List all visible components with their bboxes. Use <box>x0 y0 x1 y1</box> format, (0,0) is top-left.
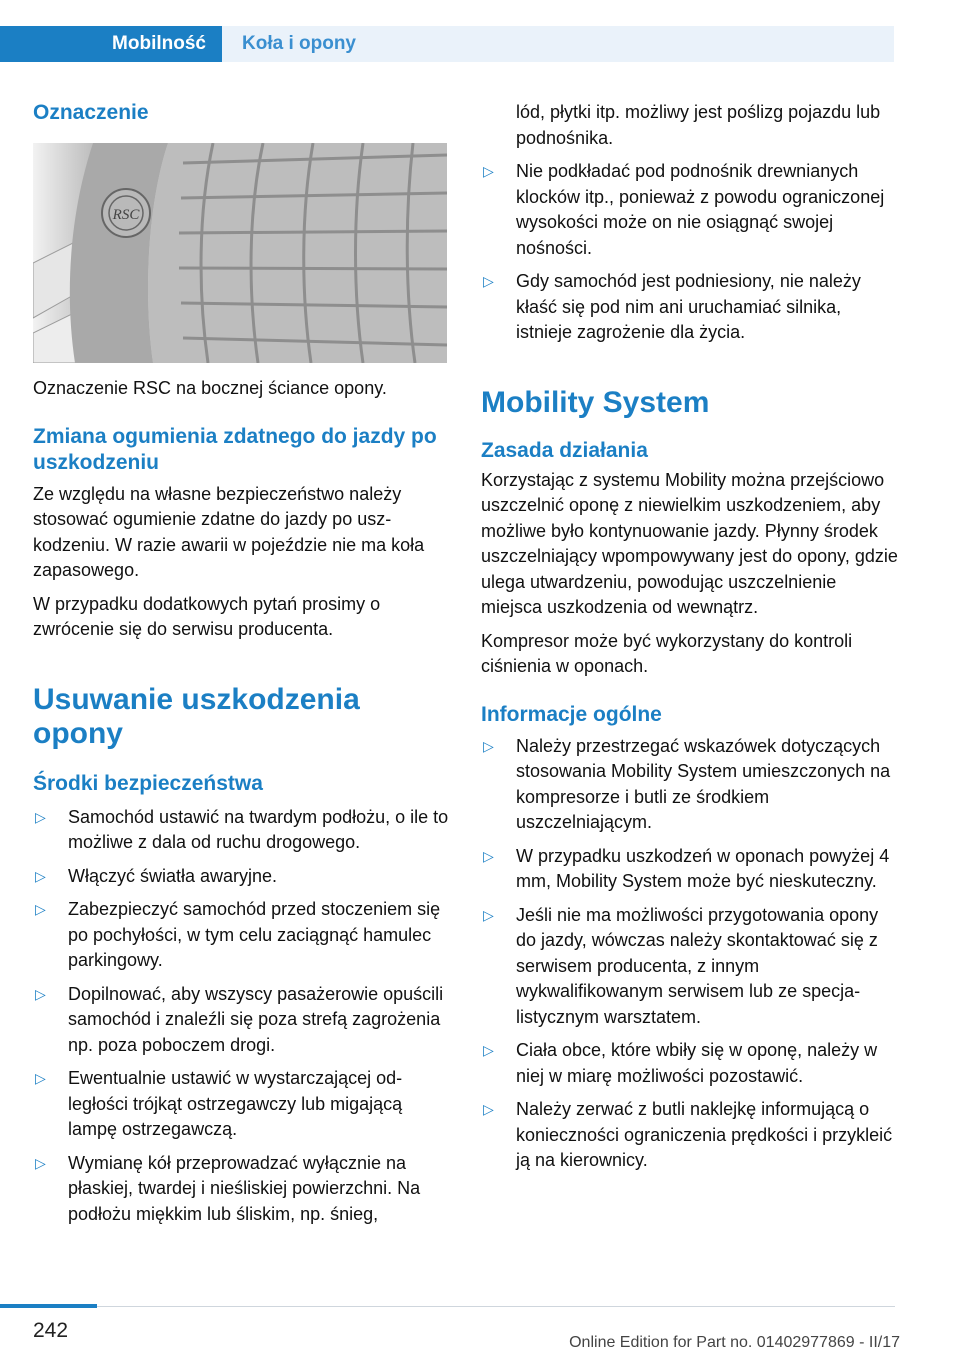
figure-caption: Oznaczenie RSC na bocznej ściance opony. <box>33 378 387 398</box>
runflat-paragraph-2: W przypadku dodatkowych pytań prosimy o zwrócenie się do serwisu producenta. <box>33 593 381 639</box>
list-item: ▷ Dopilnować, aby wszyscy pasażerowie opuścili samochód i znaleźli się poza strefą zagrożenia np. poza poboczem drogi. <box>35 983 444 1055</box>
mobility-heading: Mobility System <box>481 385 710 419</box>
footer-divider <box>97 1306 895 1307</box>
runflat-heading: Zmiana ogumienia zdatnego do jazdy po uszkodzeniu <box>33 424 437 474</box>
list-item: ▷ Wymianę kół przeprowadzać wyłącznie na płaskiej, twardej i nieśliskiej powierzchni. Na podłożu miękkim lub śliskim, np. śnieg, <box>35 1152 421 1224</box>
subsection-tab[interactable] <box>222 26 894 62</box>
triangle-bullet-icon: ▷ <box>483 163 494 179</box>
repair-heading: Usuwanie uszkodzenia opony <box>33 682 360 750</box>
tire-figure <box>33 143 447 363</box>
tire-illustration <box>33 143 447 363</box>
safety-list-continued <box>481 100 901 346</box>
triangle-bullet-icon: ▷ <box>483 1101 494 1117</box>
edition-note: Online Edition for Part no. 01402977869 - II/17 <box>569 1334 900 1351</box>
footer-accent-line <box>0 1304 97 1308</box>
page-number: 242 <box>33 1319 69 1342</box>
header-bar <box>0 0 960 62</box>
list-item: ▷ W przypadku uszkodzeń w oponach powyżej 4 mm, Mobility System może być nieskuteczny. <box>483 845 890 891</box>
list-item: ▷ Należy przestrzegać wskazówek dotyczących stosowania Mobility System umieszczonych na kompresorze i butli ze środkiem uszczelniającym. <box>483 735 891 832</box>
section-tab-label: Mobilność <box>112 33 206 54</box>
safety-heading: Środki bezpieczeństwa <box>33 771 263 795</box>
triangle-bullet-icon: ▷ <box>483 906 494 923</box>
oznaczenie-heading: Oznaczenie <box>33 101 149 124</box>
triangle-bullet-icon: ▷ <box>35 985 46 1002</box>
list-item: ▷ Zabezpieczyć samochód przed stoczeniem się po pochyłości, w tym celu zaciągnąć hamulec parkingowy. <box>35 899 441 970</box>
left-column <box>33 100 449 1235</box>
list-item-continued: lód, płytki itp. możliwy jest poślizg pojazdu lub podnośnika. <box>516 102 881 148</box>
list-item: ▷ Jeśli nie ma możliwości przygotowania opony do jazdy, wówczas należy skontaktować się z serwisem producenta, z innym wykwalifikowanym serwisem lub ze specjalistycznym warsztatem. <box>483 904 879 1027</box>
triangle-bullet-icon: ▷ <box>483 737 494 754</box>
list-item: ▷ Ciała obce, które wbiły się w oponę, należy w niej w miarę możliwości pozostawić. <box>483 1040 878 1086</box>
principle-paragraph-2: Kompresor może być wykorzystany do kontroli ciśnienia w oponach. <box>481 630 853 676</box>
triangle-bullet-icon: ▷ <box>35 901 46 917</box>
list-item: ▷ Ewentualnie ustawić w wystarczającej odległości trójkąt ostrzegawczy lub migającą lampę ostrzegawczą. <box>35 1068 403 1139</box>
triangle-bullet-icon: ▷ <box>35 1154 46 1171</box>
runflat-paragraph-1: Ze względu na własne bezpieczeństwo należy stosować ogumienie zdatne do jazdy po uszkodzeniu. W razie awarii w pojeździe nie ma koła zapasowego. <box>33 483 425 580</box>
triangle-bullet-icon: ▷ <box>483 847 494 864</box>
general-heading: Informacje ogólne <box>481 702 662 726</box>
triangle-bullet-icon: ▷ <box>35 1070 46 1086</box>
list-item: ▷ Nie podkładać pod podnośnik drewnianych klocków itp., ponieważ z powodu ograniczonej wysokości może on nie osiągnąć swojej nośności. <box>483 161 885 258</box>
general-list <box>481 734 901 1174</box>
list-item: ▷ Samochód ustawić na twardym podłożu, o ile to możliwe z dala od ruchu drogowego. <box>35 806 449 852</box>
triangle-bullet-icon: ▷ <box>483 273 494 289</box>
list-item: ▷ Włączyć światła awaryjne. <box>33 864 449 890</box>
triangle-bullet-icon: ▷ <box>35 808 46 825</box>
subsection-tab-label: Koła i opony <box>242 33 356 54</box>
triangle-bullet-icon: ▷ <box>35 867 46 884</box>
principle-heading: Zasada działania <box>481 438 648 462</box>
right-column <box>481 100 901 1182</box>
section-tab[interactable] <box>0 26 222 62</box>
list-item: ▷ Należy zerwać z butli naklejkę informującą o konieczności ograniczenia prędkości i przykleić ją na kierownicy. <box>483 1099 893 1170</box>
principle-paragraph-1: Korzystając z systemu Mobility można przejściowo uszczelnić oponę z niewielkim uszkodzeniem, aby możliwe było kontynuowanie jazdy. Płynny środek uszczelniający wpompowywany jest do opony, gdzie ulega utwardzeniu, powodując uszczelnienie miejsca uszkodzenia od wewnątrz. <box>481 469 898 617</box>
rsc-logo-text: RSC <box>112 207 140 223</box>
triangle-bullet-icon: ▷ <box>483 1042 494 1058</box>
safety-list <box>33 805 449 1228</box>
list-item: ▷ Gdy samochód jest podniesiony, nie należy kłaść się pod nim ani uruchamiać silnika, istnieje zagrożenie dla życia. <box>483 271 861 342</box>
